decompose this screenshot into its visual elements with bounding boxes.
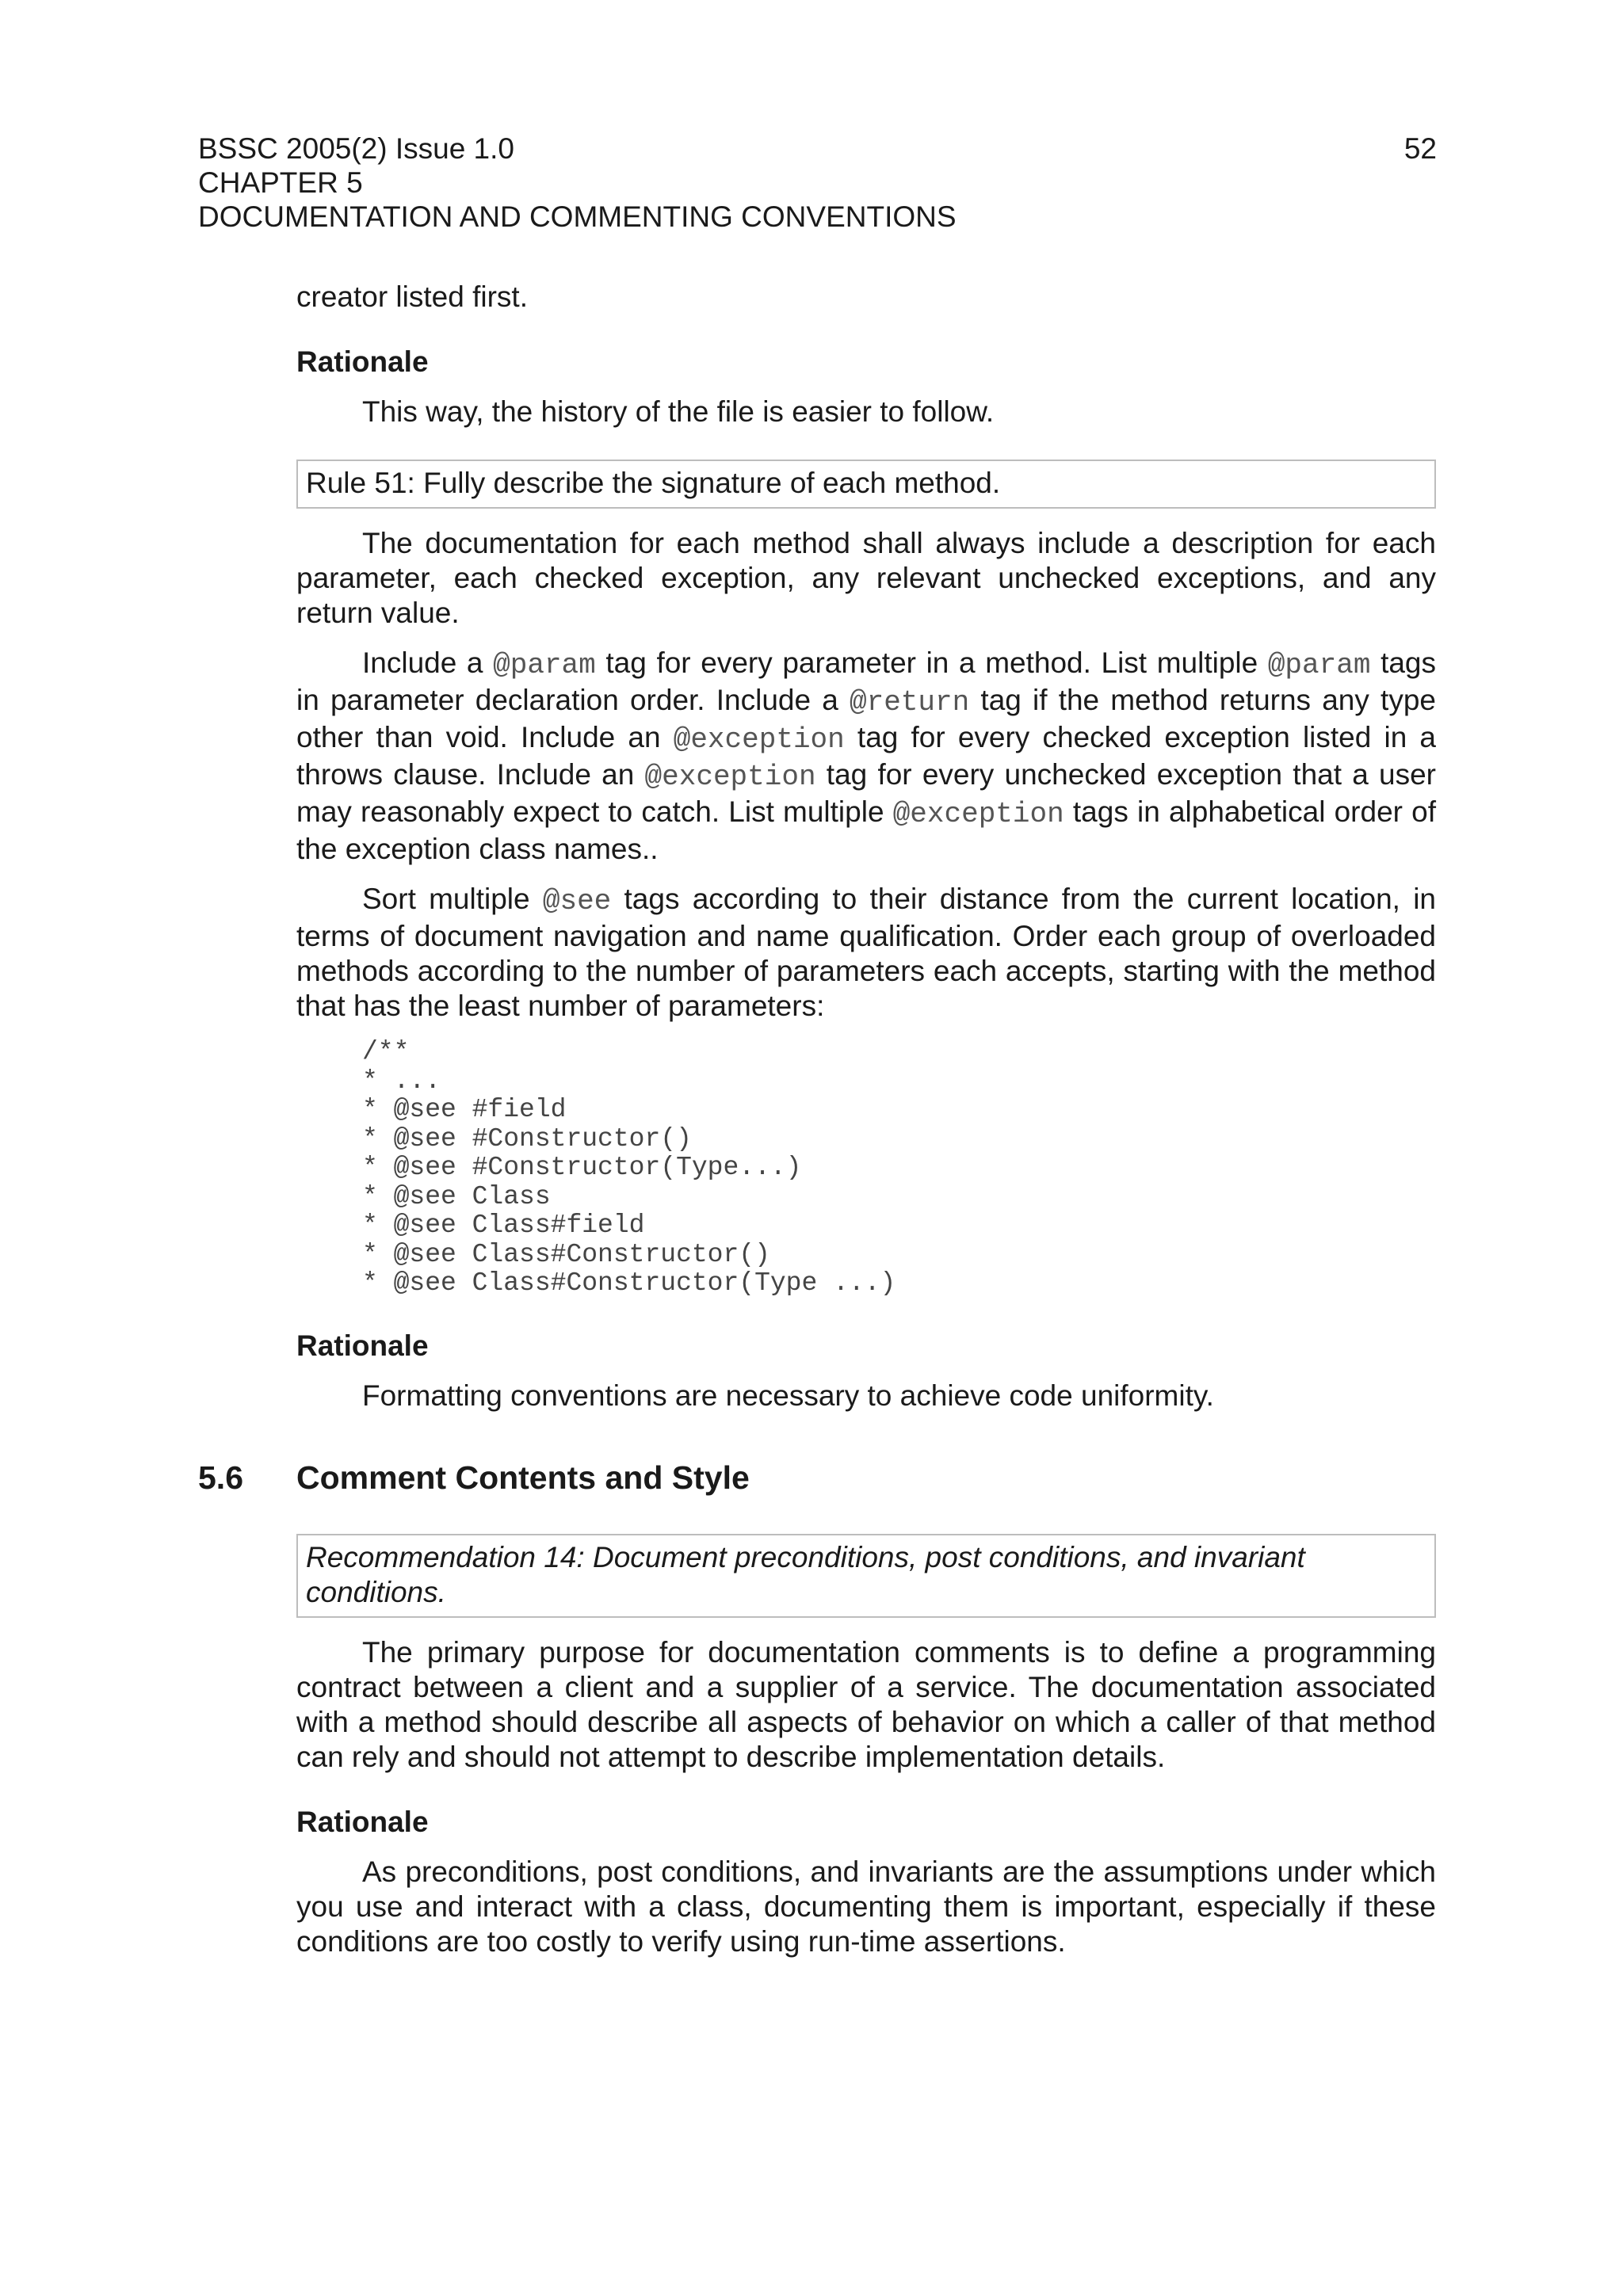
- paragraph-tags: [296, 646, 1436, 867]
- code-line: * @see Class#Constructor(Type ...): [362, 1268, 896, 1298]
- rationale-heading: Rationale: [296, 1806, 429, 1838]
- code-see: @see: [542, 885, 612, 917]
- header-doc-id: BSSC 2005(2) Issue 1.0: [198, 132, 514, 165]
- continuation-text: creator listed first.: [296, 280, 528, 313]
- text-run: Sort multiple: [362, 883, 543, 915]
- text-run: tag if the method returns any type other than void. Include an: [296, 684, 1436, 753]
- header-chapter: CHAPTER 5: [198, 166, 363, 199]
- rule-51-box: [296, 460, 1436, 509]
- code-line: * @see #Constructor(Type...): [362, 1153, 802, 1182]
- rule-51-text: Rule 51: Fully describe the signature of each method.: [306, 467, 1001, 499]
- rationale-heading: Rationale: [296, 1329, 429, 1362]
- code-line: * ...: [362, 1066, 441, 1096]
- code-example: [362, 1038, 1436, 1299]
- code-line: * @see Class: [362, 1181, 551, 1211]
- rationale-text: Formatting conventions are necessary to achieve code uniformity.: [362, 1379, 1214, 1412]
- rationale-heading: Rationale: [296, 345, 429, 378]
- header-chapter-title: DOCUMENTATION AND COMMENTING CONVENTIONS: [198, 200, 957, 233]
- paragraph-method-doc: The documentation for each method shall always include a description for each parameter, each checked exception, any relevant unchecked exceptions, and any return value.: [296, 527, 1436, 629]
- code-line: /**: [362, 1037, 410, 1066]
- body-upper: [296, 280, 1436, 1413]
- text-run: tag for every checked exception listed in a throws clause. Include an: [296, 721, 1436, 791]
- code-param: @param: [493, 649, 596, 681]
- text-run: Include a: [362, 646, 494, 679]
- text-run: tag for every parameter in a method. List multiple: [595, 646, 1268, 679]
- page-number: 52: [1403, 132, 1437, 165]
- recommendation-14-box: [296, 1534, 1436, 1618]
- body-lower: [296, 1504, 1436, 1959]
- text-run: tags in alphabetical order of the exception class names..: [296, 795, 1436, 865]
- text-run: tags in parameter declaration order. Include a: [296, 646, 1437, 716]
- running-header: [198, 132, 957, 234]
- rationale-text: This way, the history of the file is easier to follow.: [362, 395, 995, 428]
- code-return: @return: [850, 686, 970, 719]
- code-line: * @see Class#Constructor(): [362, 1239, 770, 1269]
- code-line: * @see Class#field: [362, 1211, 645, 1240]
- section-title: Comment Contents and Style: [296, 1459, 750, 1496]
- recommendation-14-text: Recommendation 14: Document preconditions, post conditions, and invariant conditions.: [306, 1541, 1305, 1608]
- code-exception: @exception: [644, 761, 816, 793]
- code-exception: @exception: [892, 798, 1064, 830]
- rationale-text: As preconditions, post conditions, and invariants are the assumptions under which you use and interact with a class, documenting them is important, especially if these conditions are too costly to verify using run-time assertions.: [296, 1855, 1436, 1958]
- code-exception: @exception: [673, 723, 845, 756]
- paragraph-see-tags: [296, 882, 1436, 1024]
- section-number: 5.6: [198, 1459, 243, 1496]
- text-run: tags according to their distance from the current location, in terms of document navigation and name qualification. Order each group of overloaded methods according to the number of parameters each accepts, starting with the method that has the least number of parameters:: [296, 883, 1436, 1022]
- paragraph-contract: The primary purpose for documentation comments is to define a programming contract between a client and a supplier of a service. The documentation associated with a method should describe all aspects of behavior on which a caller of that method can rely and should not attempt to describe implementation details.: [296, 1636, 1436, 1773]
- code-line: * @see #field: [362, 1095, 567, 1124]
- code-param: @param: [1267, 649, 1371, 681]
- text-run: tag for every unchecked exception that a user may reasonably expect to catch. List multiple: [296, 758, 1436, 828]
- code-line: * @see #Constructor(): [362, 1123, 692, 1154]
